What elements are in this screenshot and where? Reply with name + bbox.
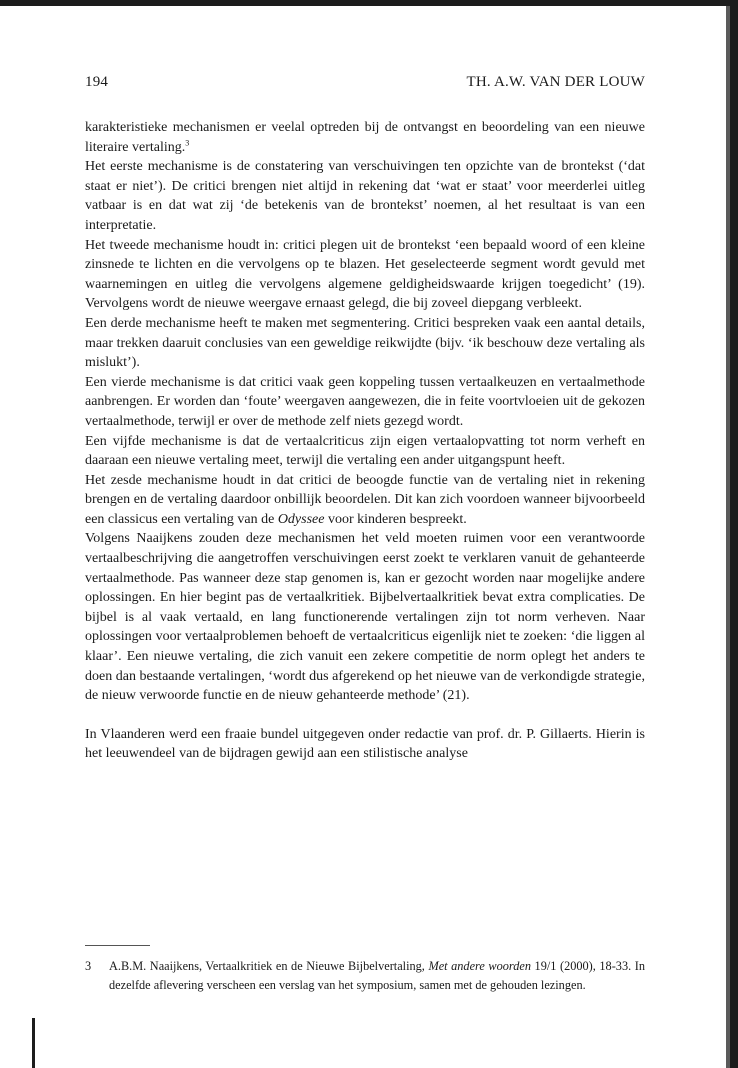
paragraph: Het eerste mechanisme is de constatering van verschuivingen ten opzichte van de brontekst (‘dat staat er niet’). De critici brengen niet altijd in rekening dat ‘wat er staat’ voor meerderlei uitleg vatbaar is en dat wat zij ‘de betekenis van de brontekst’ noemen, al het resultaat is van een interpretatie. [85, 159, 645, 233]
scan-border-right-shadow [726, 6, 730, 1068]
footnote-separator [85, 945, 150, 946]
italic-title: Odyssee [277, 511, 325, 527]
paragraph [85, 471, 645, 530]
page-number: 194 [85, 74, 109, 90]
journal-title: Met andere woorden [428, 959, 531, 973]
paragraph: Een vierde mechanisme is dat critici vaak geen koppeling tussen vertaalkeuzen en vertaalmethode aanbrengen. Er worden dan ‘foute’ weergaven aangewezen, die in feite voortvloeien uit de gekozen vertaalmethode, terwijl er over de methode zelf niets gezegd wordt. [85, 374, 645, 429]
paragraph: Het tweede mechanisme houdt in: critici plegen uit de brontekst ‘een bepaald woord of een kleine zinsnede te lichten en die vervolgens op te blazen. Het geselecteerde segment wordt gevuld met waarnemingen en uitleg die vervolgens algemene geldigheidswaarde krijgen toegedicht’ (19). Vervolgens wordt de nieuwe weergave ernaast gelegd, die bij zoveel diepgang verbleekt. [85, 237, 645, 312]
paragraph: In Vlaanderen werd een fraaie bundel uitgegeven onder redactie van prof. dr. P. Gillaerts. Hierin is het leeuwendeel van de bijdragen gewijd aan een stilistische analyse [85, 726, 645, 762]
footnote [85, 957, 645, 994]
scan-border-top [0, 0, 738, 6]
footnote-text [109, 957, 645, 994]
running-head: TH. A.W. VAN DER LOUW [466, 74, 645, 90]
footnote-number: 3 [85, 959, 92, 973]
footnote-ref: 3 [185, 137, 190, 147]
paragraph: Een derde mechanisme heeft te maken met segmentering. Critici bespreken vaak een aantal details, maar trekken daaruit conclusies van een geweldige reikwijdte (bijv. ‘ik beschouw deze vertaling als mislukt’). [85, 315, 645, 371]
footnote-text-part: A.B.M. Naaijkens, Vertaalkritiek en de Nieuwe Bijbelvertaling, [109, 959, 429, 973]
paragraph: Volgens Naaijkens zouden deze mechanismen het veld moeten ruimen voor een verantwoorde vertaalbeschrijving die aangetroffen verschuivingen eerst zoekt te verklaren vanuit de gehanteerde vertaalmethode. Pas wanneer deze stap genomen is, kan er gezocht worden naar mogelijke andere oplossingen. En hier begint pas de vertaalkritiek. Bijbelvertaalkritiek bevat extra complicaties. De bijbel is al vaak vertaald, en lang functionerende vertalingen zijn tot norm verheven. Naar oplossingen voor vertaalproblemen behoeft de vertaalcriticus eigenlijk niet te zoeken: ‘die liggen al klaar’. Een nieuwe vertaling, die zich vanuit een zekere competitie de norm oplegt het anders te doen dan bestaande vertalingen, ‘wordt dus afgerekend op het nieuwe van de verkondigde strategie, de nieuw verwoorde functie en de nieuw gehanteerde methode’ (21). [85, 531, 645, 704]
scan-border-right [730, 0, 738, 1068]
paragraph-text: Het zesde mechanisme houdt in dat critici de beoogde functie van de vertaling niet in rekening brengen en de vertaling daardoor onbillijk beoordelen. Dit kan zich voordoen wanneer bijvoorbeeld een classicus een vertaling van de [85, 472, 645, 527]
scan-border-left [32, 1018, 35, 1068]
footnote-text-part: 19/1 (2000), 18-33. In dezelfde aflevering verscheen een verslag van het symposium, samen met de gehouden lezingen. [109, 959, 645, 992]
paragraph: Een vijfde mechanisme is dat de vertaalcriticus zijn eigen vertaalopvatting tot norm verheft en daaraan een nieuwe vertaling meet, terwijl die vertaling een ander uitgangspunt heeft. [85, 433, 645, 469]
body-text [85, 118, 645, 764]
paragraph-text: karakteristieke mechanismen er veelal optreden bij de ontvangst en beoordeling van een nieuwe literaire vertaling. [85, 120, 645, 155]
page-header [85, 74, 645, 91]
paragraph [85, 118, 645, 157]
paragraph-text: voor kinderen bespreekt. [324, 511, 467, 527]
